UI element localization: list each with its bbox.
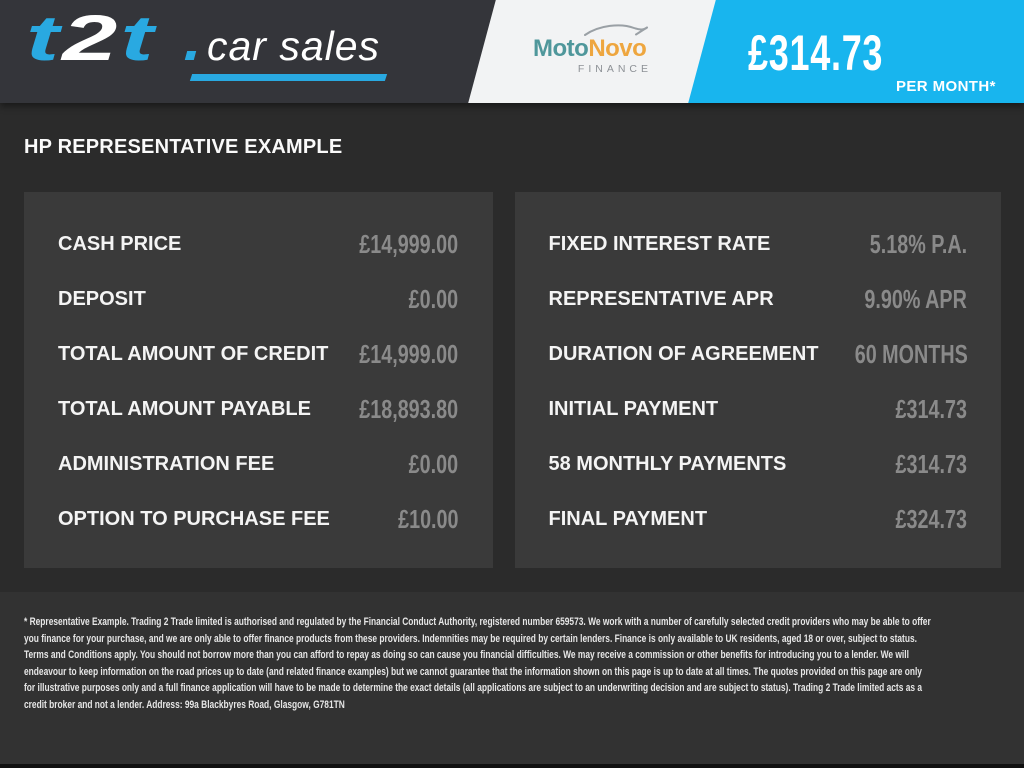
row-cash-price — [58, 217, 459, 272]
row-administration-fee — [58, 437, 459, 492]
row-label: CASH PRICE — [58, 233, 182, 255]
monthly-price: £314.73 — [748, 25, 884, 81]
row-value: 9.90% APR — [864, 284, 968, 314]
row-final-payment — [549, 492, 968, 547]
row-representative-apr — [549, 272, 968, 327]
motonovo-wordmark — [533, 37, 653, 61]
row-value: £14,999.00 — [359, 339, 459, 369]
page-title: HP REPRESENTATIVE EXAMPLE — [24, 136, 343, 158]
row-label: INITIAL PAYMENT — [548, 398, 719, 420]
finance-panel-left — [24, 192, 493, 568]
bottom-border-bar — [0, 764, 1024, 768]
row-deposit — [58, 272, 459, 327]
motonovo-novo: Novo — [588, 35, 647, 62]
main-content — [0, 103, 1024, 568]
disclaimer-footer — [0, 592, 1024, 768]
motonovo-moto: Moto — [533, 35, 589, 62]
motonovo-finance-subtitle: FINANCE — [577, 63, 652, 75]
monthly-price-block — [748, 24, 1024, 95]
row-label: TOTAL AMOUNT OF CREDIT — [58, 343, 329, 365]
t2t-wordmark — [26, 2, 172, 74]
finance-panels — [24, 192, 1000, 568]
row-total-amount-of-credit — [58, 327, 459, 382]
row-duration-of-agreement — [549, 327, 968, 382]
row-value: £314.73 — [895, 394, 968, 424]
row-value: £0.00 — [409, 449, 459, 479]
dealer-logo-suffix: car sales — [205, 23, 386, 84]
row-label: OPTION TO PURCHASE FEE — [58, 508, 330, 530]
row-monthly-payments — [549, 437, 968, 492]
disclaimer-text: * Representative Example. Trading 2 Trade limited is authorised and regulated by the Financial Conduct Authority, registered number 659573. We work with a number of carefully selected credit providers who may be able to offer you finance for your purchase, and we are only able to offer finance products from these providers. Indemnities may be required by certain lenders. Finance is only available to UK residents, aged 18 or over, subject to status. Terms and Conditions apply. You should not borrow more than you can afford to repay as doing so can cause you financial difficulties. We may receive a commission or other benefits for introducing you to a lender. We will endeavour to keep information on the road prices up to date (and related finance examples) but we cannot guarantee that the information shown on this page is up to date at all times. The quotes provided on this page are only for illustrative purposes only and a full finance application will have to be made to determine the exact details (all applications are subject to an underwriting decision and are subject to status). Trading 2 Trade limited acts as a credit broker and not a lender. Address: 99a Blackbyres Road, Glasgow, G781TN — [24, 616, 931, 711]
finance-panel-right — [515, 192, 1002, 568]
row-label: DEPOSIT — [58, 288, 146, 310]
row-value: 5.18% P.A. — [869, 229, 968, 259]
row-label: DURATION OF AGREEMENT — [548, 343, 819, 365]
row-label: ADMINISTRATION FEE — [58, 453, 275, 475]
row-label: FINAL PAYMENT — [548, 508, 708, 530]
row-value: £18,893.80 — [359, 394, 459, 424]
row-value: £0.00 — [409, 284, 459, 314]
row-fixed-interest-rate — [549, 217, 968, 272]
header — [0, 0, 1024, 103]
row-value: £10.00 — [398, 504, 459, 534]
row-value: 60 MONTHS — [854, 339, 968, 369]
row-value: £324.73 — [895, 504, 968, 534]
row-label: REPRESENTATIVE APR — [548, 288, 774, 310]
t2t-letter: 2 — [62, 2, 121, 74]
row-label: FIXED INTEREST RATE — [548, 233, 771, 255]
motonovo-logo — [533, 22, 653, 75]
dealer-logo — [26, 2, 386, 90]
row-label: 58 MONTHLY PAYMENTS — [548, 453, 787, 475]
t2t-letter: t — [120, 2, 157, 74]
row-value: £314.73 — [895, 449, 968, 479]
row-total-amount-payable — [58, 382, 459, 437]
row-label: TOTAL AMOUNT PAYABLE — [58, 398, 311, 420]
t2t-letter: t — [26, 2, 63, 74]
row-value: £14,999.00 — [359, 229, 459, 259]
monthly-price-suffix: PER MONTH* — [896, 78, 996, 95]
row-option-to-purchase-fee — [58, 492, 459, 547]
row-initial-payment — [549, 382, 968, 437]
logo-dot — [185, 51, 196, 60]
